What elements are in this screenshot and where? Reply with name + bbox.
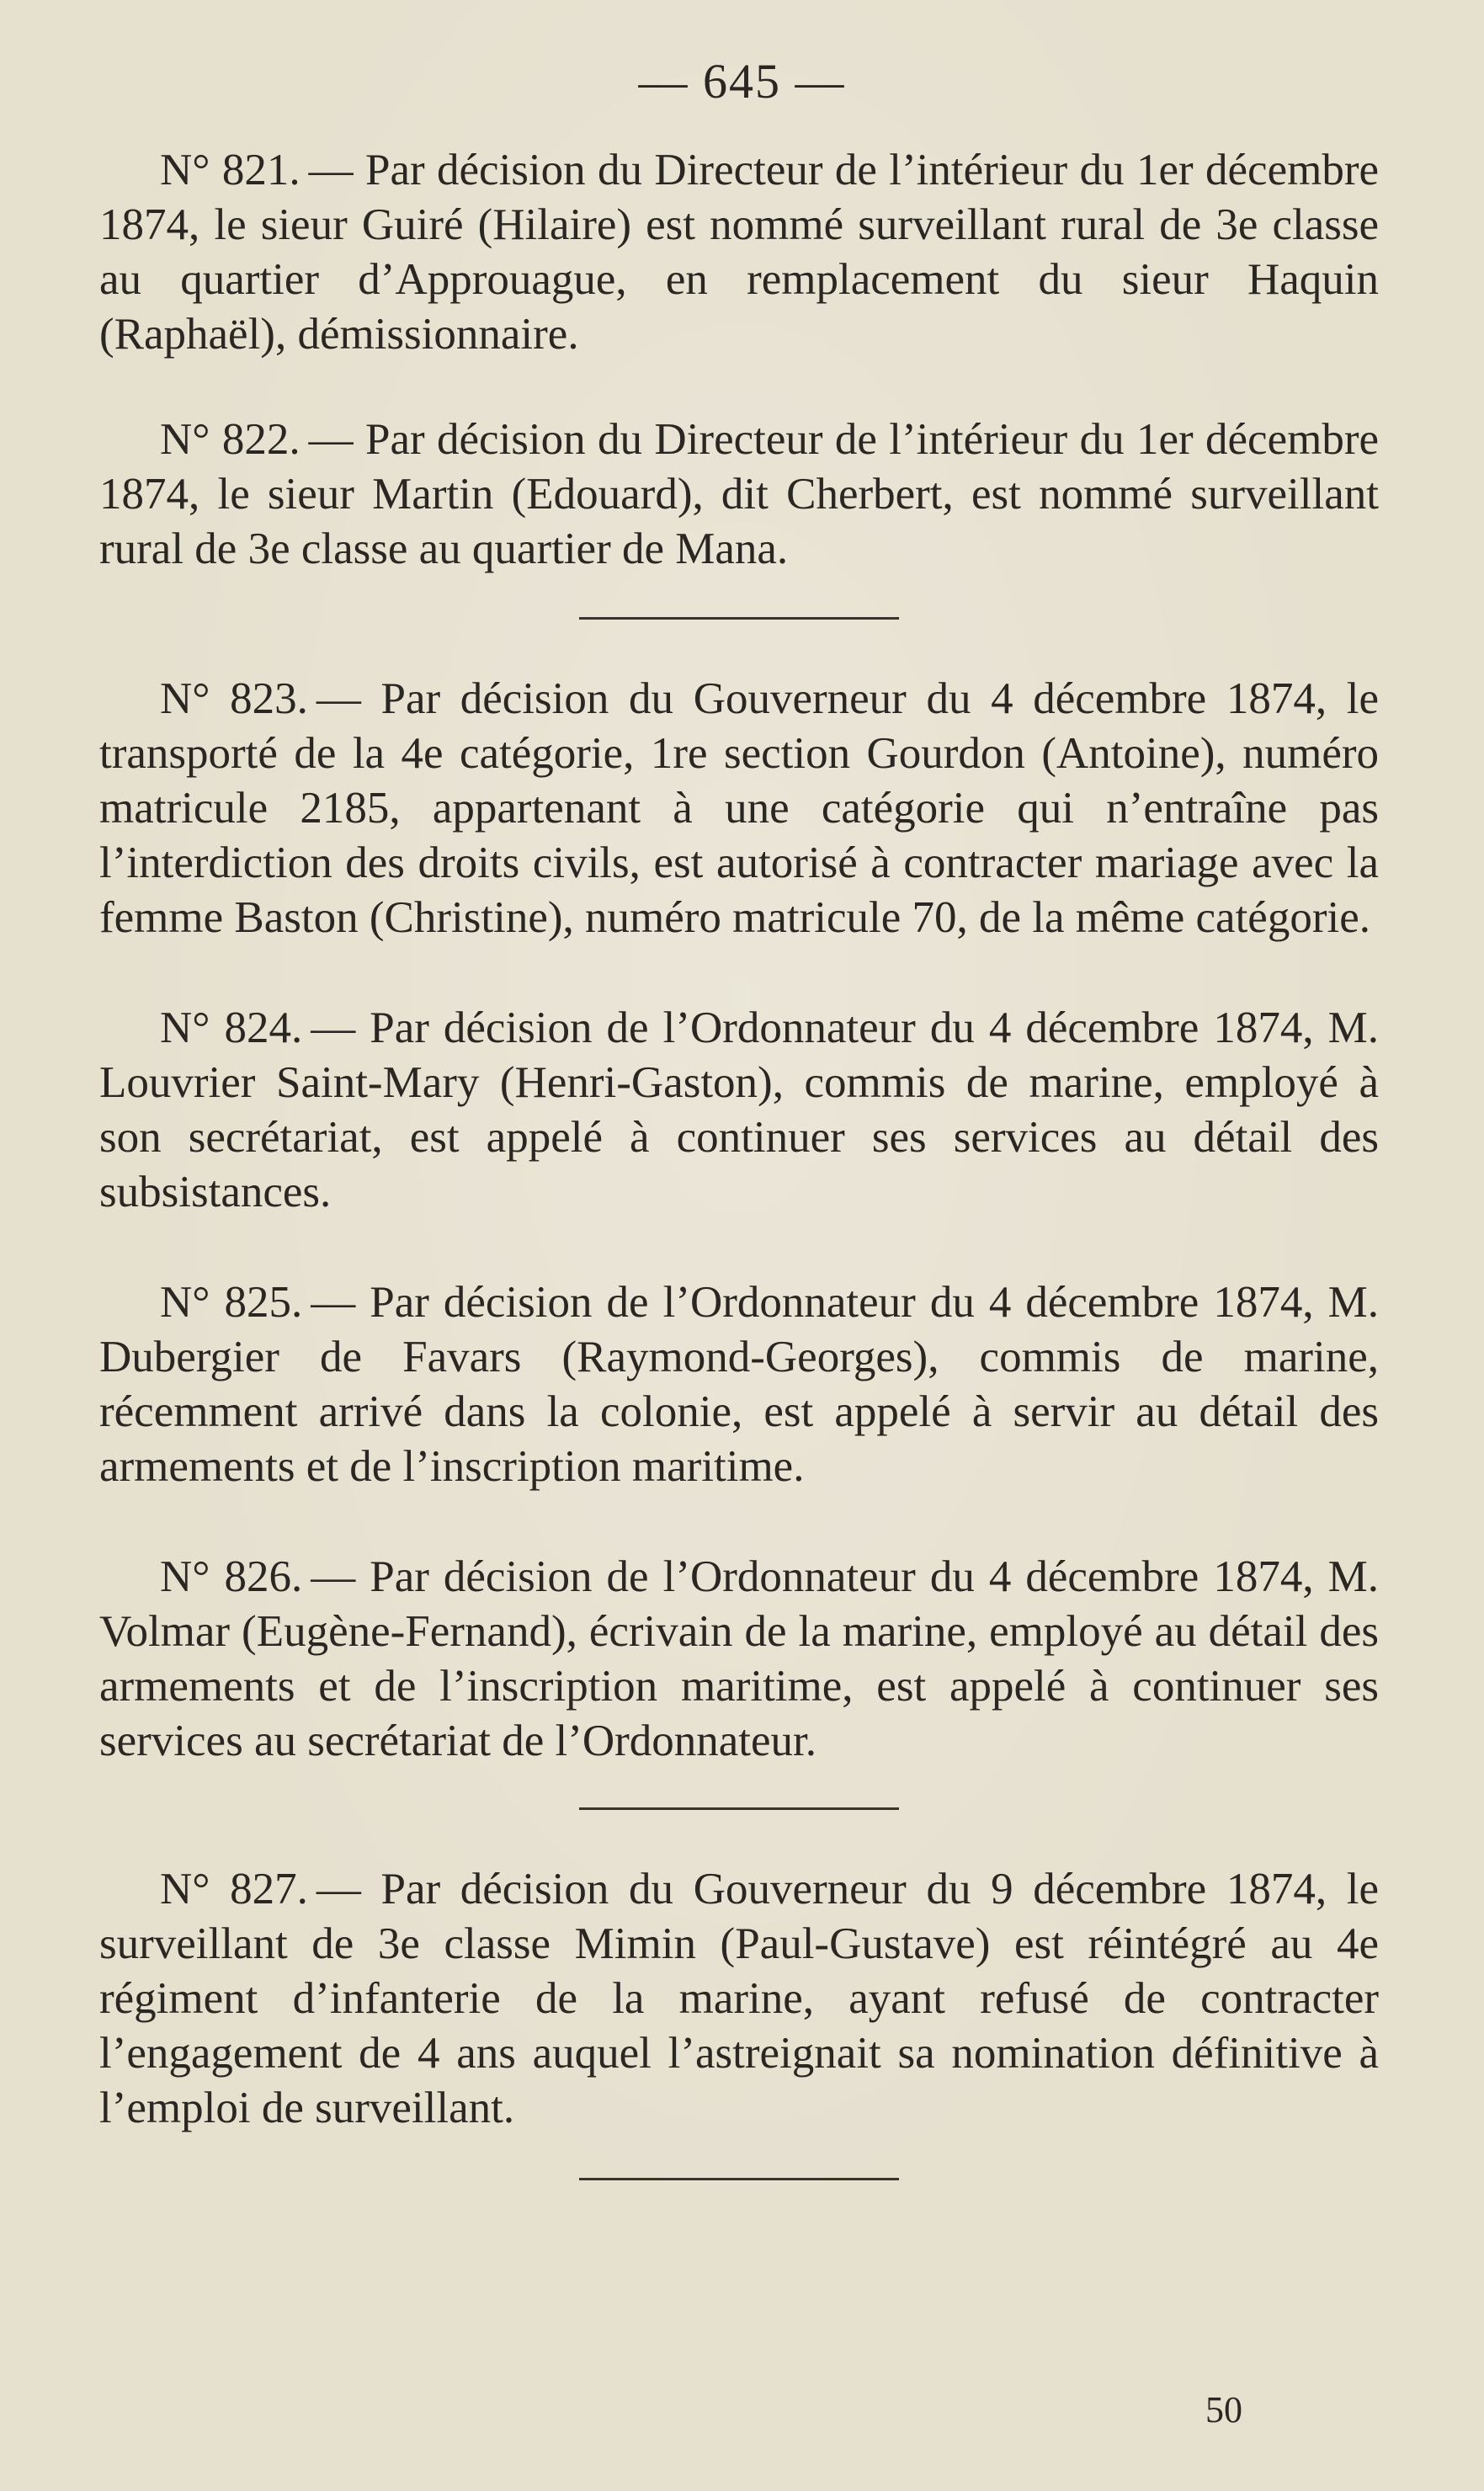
section-divider bbox=[579, 1807, 899, 1810]
entry-number: N° 825. bbox=[160, 1278, 303, 1327]
document-body bbox=[99, 143, 1379, 2180]
section-divider bbox=[579, 2178, 899, 2180]
entry-826 bbox=[99, 1550, 1379, 1769]
entry-text: — Par décision du Gouverneur du 4 décembre 1874, le transporté de la 4e catégorie, 1re section Gourdon (Antoine), numéro matricule 2185, appartenant à une catégorie qui n’entraîne pas l’interdiction des droits civils, est autorisé à contracter mariage avec la femme Baston (Christine), numéro matricule 70, de la même catégorie. bbox=[99, 674, 1379, 942]
section-divider bbox=[579, 617, 899, 620]
entry-text: — Par décision du Gouverneur du 9 décembre 1874, le surveillant de 3e classe Mimin (Paul-Gustave) est réintégré au 4e régiment d’infanterie de la marine, ayant refusé de contracter l’engagement de 4 ans auquel l’astreignait sa nomination définitive à l’emploi de surveillant. bbox=[99, 1865, 1379, 2132]
entry-number: N° 821. bbox=[160, 146, 301, 194]
entry-822 bbox=[99, 413, 1379, 577]
entry-825 bbox=[99, 1275, 1379, 1494]
entry-text: — Par décision du Directeur de l’intérieur du 1er décembre 1874, le sieur Martin (Edouard), dit Cherbert, est nommé surveillant rural de 3e classe au quartier de Mana. bbox=[99, 415, 1379, 573]
page-number-header: — 645 — bbox=[638, 54, 846, 109]
signature-mark: 50 bbox=[1205, 2389, 1242, 2430]
entry-text: — Par décision de l’Ordonnateur du 4 décembre 1874, M. Louvrier Saint-Mary (Henri-Gaston), commis de marine, employé à son secrétariat, est appelé à continuer ses services au détail des subsistances. bbox=[99, 1003, 1379, 1216]
entry-number: N° 822. bbox=[160, 415, 301, 464]
entry-text: — Par décision de l’Ordonnateur du 4 décembre 1874, M. Volmar (Eugène-Fernand), écrivain de la marine, employé au détail des armements et de l’inscription maritime, est appelé à continuer ses services au secrétariat de l’Ordonnateur. bbox=[99, 1552, 1379, 1765]
entry-text: — Par décision du Directeur de l’intérieur du 1er décembre 1874, le sieur Guiré (Hilaire) est nommé surveillant rural de 3e classe au quartier d’Approuague, en remplacement du sieur Haquin (Raphaël), démissionnaire. bbox=[99, 146, 1379, 359]
entry-number: N° 826. bbox=[160, 1552, 303, 1601]
entry-821 bbox=[99, 143, 1379, 362]
entry-827 bbox=[99, 1862, 1379, 2136]
entry-number: N° 824. bbox=[160, 1003, 303, 1052]
entry-824 bbox=[99, 1001, 1379, 1220]
entry-text: — Par décision de l’Ordonnateur du 4 décembre 1874, M. Dubergier de Favars (Raymond-Georges), commis de marine, récemment arrivé dans la colonie, est appelé à servir au détail des armements et de l’inscription maritime. bbox=[99, 1278, 1379, 1491]
entry-823 bbox=[99, 672, 1379, 945]
entry-number: N° 827. bbox=[160, 1865, 308, 1913]
entry-number: N° 823. bbox=[160, 674, 308, 723]
